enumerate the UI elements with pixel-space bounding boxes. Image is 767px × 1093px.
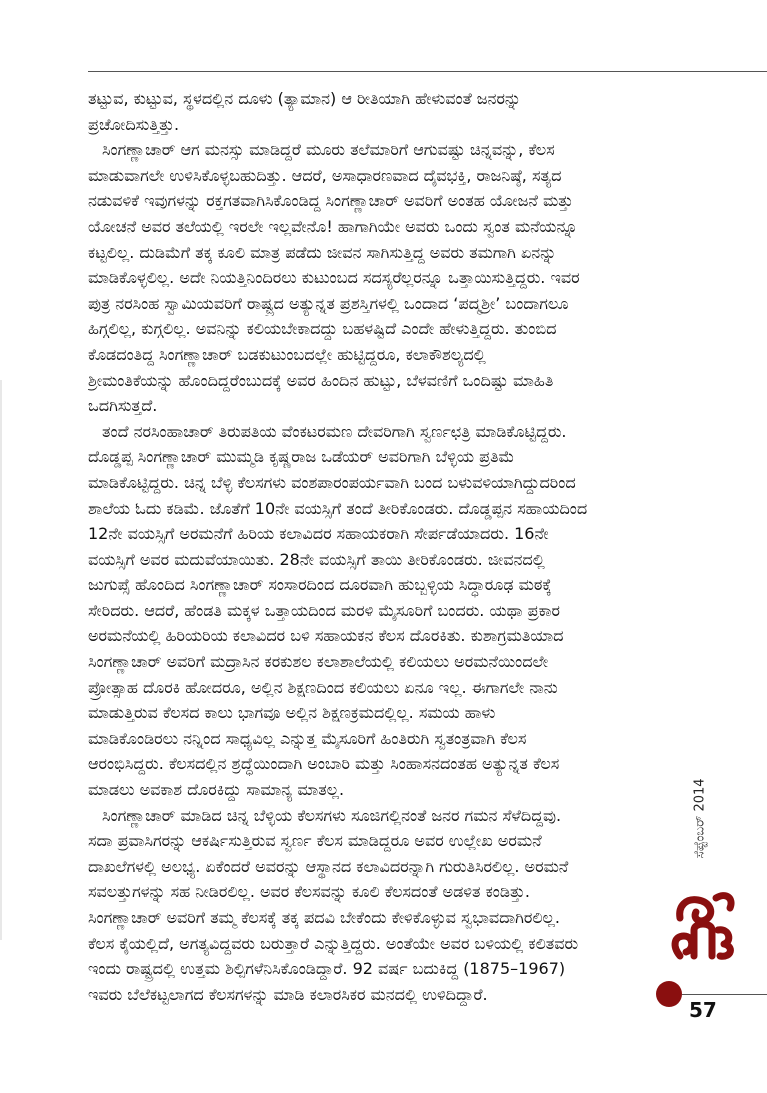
text-line: ಆರಂಭಿಸಿದ್ದರು. ಕೆಲಸದಲ್ಲಿನ ಶ್ರದ್ಧೆಯಿಂದಾಗಿ ಅಂಬಾರಿ ಮತ್ತು ಸಿಂಹಾಸನದಂತಹ ಅತ್ಯುನ್ನತ ಕೆಲಸ [88, 754, 560, 774]
footer-divider [682, 994, 767, 995]
text-line: ಸೇರಿದರು. ಆದರೆ, ಹೆಂಡತಿ ಮಕ್ಕಳ ಒತ್ತಾಯದಿಂದ ಮರಳಿ ಮೈಸೂರಿಗೆ ಬಂದರು. ಯಥಾ ಪ್ರಕಾರ [88, 600, 560, 620]
text-line: ನಡುವಳಿಕೆ ಇವುಗಳನ್ನು ರಕ್ತಗತವಾಗಿಸಿಕೊಂಡಿದ್ದ ಸಿಂಗಣ್ಣಾಚಾರ್ ಅವರಿಗೆ ಅಂತಹ ಯೋಜನೆ ಮತ್ತು [88, 191, 574, 211]
text-line: ಕೆಲಸ ಕೈಯಲ್ಲಿದೆ, ಅಗತ್ಯವಿದ್ದವರು ಬರುತ್ತಾರೆ ಎನ್ನುತ್ತಿದ್ದರು. ಅಂತೆಯೇ ಅವರ ಬಳಿಯಲ್ಲಿ ಕಲಿತವರು [88, 933, 579, 953]
text-line: ದಾಖಲೆಗಳಲ್ಲಿ ಅಲಭ್ಯ. ಏಕೆಂದರೆ ಅವರನ್ನು ಆಸ್ಥಾನದ ಕಲಾವಿದರನ್ನಾಗಿ ಗುರುತಿಸಿರಲಿಲ್ಲ. ಅರಮನೆ [88, 856, 569, 876]
text-line: ಇಂದು ರಾಷ್ಟ್ರದಲ್ಲಿ ಉತ್ತಮ ಶಿಲ್ಪಿಗಳೆನಿಸಿಕೊಂಡಿದ್ದಾರೆ. 92 ವರ್ಷ ಬದುಕಿದ್ದ (1875–1967) [88, 959, 566, 979]
text-line: ಮಾಡಿಕೊಂಡಿರಲು ನನ್ನಿಂದ ಸಾಧ್ಯವಿಲ್ಲ ಎನ್ನುತ್ತ ಮೈಸೂರಿಗೆ ಹಿಂತಿರುಗಿ ಸ್ವತಂತ್ರವಾಗಿ ಕೆಲಸ [88, 728, 527, 748]
text-line: ವಯಸ್ಸಿಗೆ ಅವರ ಮದುವೆಯಾಯಿತು. 28ನೇ ವಯಸ್ಸಿಗೆ ತಾಯಿ ತೀರಿಕೊಂಡರು. ಜೀವನದಲ್ಲಿ [88, 549, 545, 569]
magazine-logo [668, 878, 738, 963]
text-line: ಅರಮನೆಯಲ್ಲಿ ಹಿರಿಯರಿಯ ಕಲಾವಿದರ ಬಳಿ ಸಹಾಯಕನ ಕೆಲಸ ದೊರಕಿತು. ಕುಶಾಗ್ರಮತಿಯಾದ [88, 626, 564, 646]
text-line: ಮಾಡುತ್ತಿರುವ ಕೆಲಸದ ಕಾಲು ಭಾಗವೂ ಅಲ್ಲಿನ ಶಿಕ್ಷಣಕ್ರಮದಲ್ಲಿಲ್ಲ. ಸಮಯ ಹಾಳು [88, 703, 496, 723]
text-line: ತಂದೆ ನರಸಿಂಹಾಚಾರ್ ತಿರುಪತಿಯ ವೆಂಕಟರಮಣ ದೇವರಿಗಾಗಿ ಸ್ವರ್ಣಛತ್ರಿ ಮಾಡಿಕೊಟ್ಟಿದ್ದರು. [102, 421, 567, 441]
text-line: ಇವರು ಬೆಲೆಕಟ್ಟಲಾಗದ ಕೆಲಸಗಳನ್ನು ಮಾಡಿ ಕಲಾರಸಿಕರ ಮನದಲ್ಲಿ ಉಳಿದಿದ್ದಾರೆ. [88, 984, 488, 1004]
text-line: ಸವಲತ್ತುಗಳನ್ನು ಸಹ ನೀಡಿರಲಿಲ್ಲ. ಅವರ ಕೆಲಸವನ್ನು ಕೂಲಿ ಕೆಲಸದಂತೆ ಅಡಳಿತ ಕಂಡಿತ್ತು. [88, 882, 530, 902]
paragraph-4 [88, 803, 666, 1008]
text-line: ಪ್ರೋತ್ಸಾಹ ದೊರಕಿ ಹೋದರೂ, ಅಲ್ಲಿನ ಶಿಕ್ಷಣದಿಂದ ಕಲಿಯಲು ಏನೂ ಇಲ್ಲ. ಈಗಾಗಲೇ ನಾನು [88, 677, 558, 697]
paragraph-2 [88, 137, 666, 419]
text-line: ಮಾಡಿಕೊಟ್ಟಿದ್ದರು. ಚಿನ್ನ ಬೆಳ್ಳಿ ಕೆಲಸಗಳು ವಂಶಪಾರಂಪರ್ಯವಾಗಿ ಬಂದ ಬಳುವಳಿಯಾಗಿದ್ದುದರಿಂದ [88, 472, 576, 492]
page-edge-shadow [0, 380, 2, 940]
paragraph-1 [88, 86, 666, 137]
text-line: ಸದಾ ಪ್ರವಾಸಿಗರನ್ನು ಆಕರ್ಷಿಸುತ್ತಿರುವ ಸ್ವರ್ಣ ಕೆಲಸ ಮಾಡಿದ್ದರೂ ಅವರ ಉಲ್ಲೇಖ ಅರಮನೆ [88, 831, 542, 851]
page-number: 57 [689, 998, 717, 1022]
text-line: ಶ್ರೀಮಂತಿಕೆಯನ್ನು ಹೊಂದಿದ್ದರೆಂಬುದಕ್ಕೆ ಅವರ ಹಿಂದಿನ ಹುಟ್ಟು, ಬೆಳವಣಿಗೆ ಒಂದಿಷ್ಟು ಮಾಹಿತಿ [88, 370, 554, 390]
paragraph-3 [88, 419, 666, 803]
text-line: ದೊಡ್ಡಪ್ಪ ಸಿಂಗಣ್ಣಾಚಾರ್ ಮುಮ್ಮಡಿ ಕೃಷ್ಣರಾಜ ಒಡೆಯರ್ ಅವರಿಗಾಗಿ ಬೆಳ್ಳಿಯ ಪ್ರತಿಮೆ [88, 447, 515, 467]
issue-date [688, 763, 712, 873]
text-line: ತಟ್ಟುವ, ಕುಟ್ಟುವ, ಸ್ಥಳದಲ್ಲಿನ ದೂಳು (ತ್ಯಾಮಾನ) ಆ ರೀತಿಯಾಗಿ ಹೇಳುವಂತೆ ಜನರನ್ನು [88, 89, 522, 108]
text-line: ಪುತ್ರ ನರಸಿಂಹ ಸ್ವಾಮಿಯವರಿಗೆ ರಾಷ್ಟ್ರದ ಅತ್ಯುನ್ನತ ಪ್ರಶಸ್ತಿಗಳಲ್ಲಿ ಒಂದಾದ ‘ಪದ್ಮಶ್ರೀ’ ಬಂದಾಗಲೂ [88, 293, 569, 313]
footer-dot [656, 981, 682, 1007]
text-line: ಸಿಂಗಣ್ಣಾಚಾರ್ ಅವರಿಗೆ ತಮ್ಮ ಕೆಲಸಕ್ಕೆ ತಕ್ಕ ಪದವಿ ಬೇಕೆಂದು ಕೇಳಿಕೊಳ್ಳುವ ಸ್ವಭಾವದಾಗಿರಲಿಲ್ಲ. [88, 908, 560, 927]
text-line: ಮಾಡುವಾಗಲೇ ಉಳಿಸಿಕೊಳ್ಳಬಹುದಿತ್ತು. ಆದರೆ, ಅಸಾಧಾರಣವಾದ ದೈವಭಕ್ತಿ, ರಾಜನಿಷ್ಠೆ, ಸತ್ಯದ [88, 165, 562, 185]
header-divider [88, 71, 767, 72]
text-line: ಮಾಡಲು ಅವಕಾಶ ದೊರಕಿದ್ದು ಸಾಮಾನ್ಯ ಮಾತಲ್ಲ. [88, 780, 345, 800]
text-line: ಮಾಡಿಕೊಳ್ಳಲಿಲ್ಲ. ಅದೇ ನಿಯತ್ತಿನಿಂದಿರಲು ಕುಟುಂಬದ ಸದಸ್ಯರೆಲ್ಲರನ್ನೂ ಒತ್ತಾಯಿಸುತ್ತಿದ್ದರು. ಇವರ [88, 268, 580, 288]
text-line: ಸಿಂಗಣ್ಣಾಚಾರ್ ಅವರಿಗೆ ಮದ್ರಾಸಿನ ಕರಕುಶಲ ಕಲಾಶಾಲೆಯಲ್ಲಿ ಕಲಿಯಲು ಅರಮನೆಯಿಂದಲೇ [88, 652, 549, 672]
text-line: ಕಟ್ಟಲಿಲ್ಲ. ದುಡಿಮೆಗೆ ತಕ್ಕ ಕೂಲಿ ಮಾತ್ರ ಪಡೆದು ಜೀವನ ಸಾಗಿಸುತ್ತಿದ್ದ ಅವರು ತಮಗಾಗಿ ಏನನ್ನು [88, 242, 557, 262]
article-body [88, 86, 666, 1007]
text-line: ಹಿಗ್ಗಲಿಲ್ಲ, ಕುಗ್ಗಲಿಲ್ಲ. ಅವನಿನ್ನು ಕಲಿಯಬೇಕಾದದ್ದು ಬಹಳಷ್ಟಿದೆ ಎಂದೇ ಹೇಳುತ್ತಿದ್ದರು. ತುಂಬಿದ [88, 319, 557, 339]
text-line: ಸಿಂಗಣ್ಣಾಚಾರ್ ಮಾಡಿದ ಚಿನ್ನ ಬೆಳ್ಳಿಯ ಕೆಲಸಗಳು ಸೂಜಿಗಲ್ಲಿನಂತೆ ಜನರ ಗಮನ ಸೆಳೆದಿದ್ದವು. [102, 805, 562, 825]
text-line: ಶಾಲೆಯ ಓದು ಕಡಿಮೆ. ಜೊತೆಗೆ 10ನೇ ವಯಸ್ಸಿಗೆ ತಂದೆ ತೀರಿಕೊಂಡರು. ದೊಡ್ಡಪ್ಪನ ಸಹಾಯದಿಂದ [88, 498, 588, 518]
issue-date-text: ಸೆಪ್ಟೆಂಬರ್ 2014 [692, 777, 708, 859]
text-line: ಕೊಡದಂತಿದ್ದ ಸಿಂಗಣ್ಣಾಚಾರ್ ಬಡಕುಟುಂಬದಲ್ಲೇ ಹುಟ್ಟಿದ್ದರೂ, ಕಲಾಕೌಶಲ್ಯದಲ್ಲಿ [88, 344, 486, 364]
text-line: ಜುಗುಪ್ಸೆ ಹೊಂದಿದ ಸಿಂಗಣ್ಣಾಚಾರ್ ಸಂಸಾರದಿಂದ ದೂರವಾಗಿ ಹುಬ್ಬಳ್ಳಿಯ ಸಿದ್ಧಾರೂಢ ಮಠಕ್ಕೆ [88, 575, 552, 595]
text-line: ಒದಗಿಸುತ್ತದೆ. [88, 396, 158, 416]
text-line: ಪ್ರಚೋದಿಸುತ್ತಿತ್ತು. [88, 114, 180, 134]
text-line: ಯೋಚನೆ ಅವರ ತಲೆಯಲ್ಲಿ ಇರಲೇ ಇಲ್ಲವೇನೊ! ಹಾಗಾಗಿಯೇ ಅವರು ಒಂದು ಸ್ವಂತ ಮನೆಯನ್ನೂ [88, 216, 578, 236]
text-line: 12ನೇ ವಯಸ್ಸಿಗೆ ಅರಮನೆಗೆ ಹಿರಿಯ ಕಲಾವಿದರ ಸಹಾಯಕರಾಗಿ ಸೇರ್ಪಡೆಯಾದರು. 16ನೇ [88, 524, 549, 544]
text-line: ಸಿಂಗಣ್ಣಾಚಾರ್ ಆಗ ಮನಸ್ಸು ಮಾಡಿದ್ದರೆ ಮೂರು ತಲೆಮಾರಿಗೆ ಆಗುವಷ್ಟು ಚಿನ್ನವನ್ನು, ಕೆಲಸ [102, 140, 555, 160]
